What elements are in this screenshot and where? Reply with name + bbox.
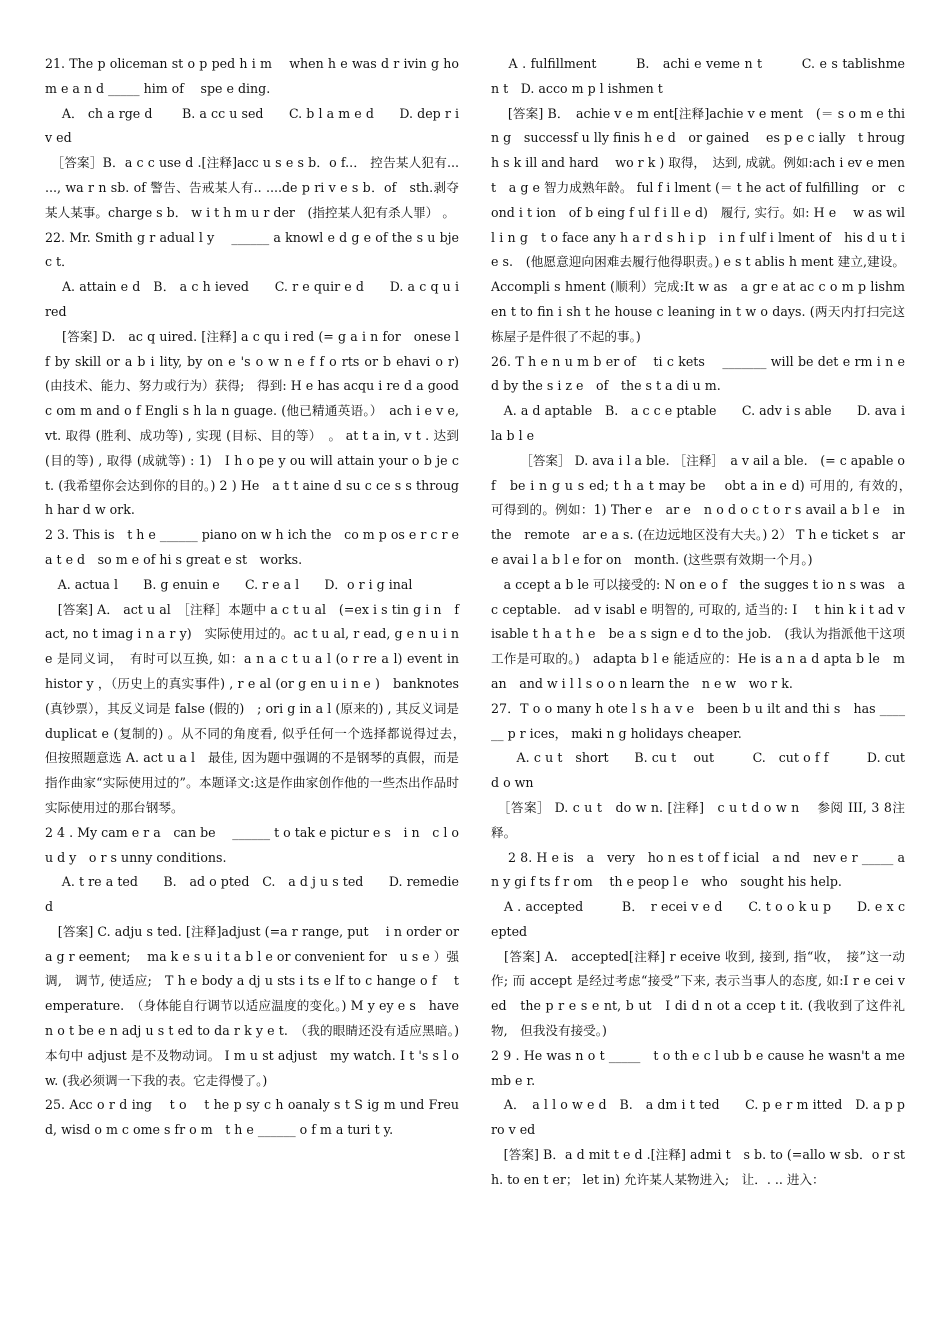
question-28-answer: [答案] A. accepted[注释] r eceive 收到, 接到, 指“收， 接”这一动作; 而 accept 是经过考虑“接受”下来, 表示当事人的态度, 如:I r e cei v ed the p r e s e nt, b ut I di d n ot a ccep t it. (我收到了这件礼物, 但我没有接受。) [491,948,905,1039]
question-25-stem: 25. Acc o r d ing t o t he p sy c h oanaly s t S ig m und Freud, wisd o m c ome s fr o m t h e ______ o f m a turi t y. [45,1097,459,1138]
question-28-stem: 2 8. H e is a very ho n es t of f icial a nd nev e r _____ an y gi f ts f r om th e peop l e who sought his help. [491,849,905,890]
question-26-stem: 26. T h e n u m b er of ti c kets _______ will be det e rm i n e d by the s i z e of the s t a di u m. [491,353,905,394]
question-23-options: A. actua l B. g enuin e C. r e a l D．o r i g inal [45,576,413,592]
question-27-stem: 27．T o o many h ote l s h a v e been b u ilt and thi s has ______ p r ices， maki n g holidays cheaper. [491,700,905,741]
question-28-options: A . accepted B． r ecei v e d C. t o o k u p D. e x c epted [491,899,905,939]
question-27-options: A. c u t short B. cu t out C. cut o f f D. cut d o wn [491,750,905,791]
question-23-stem: 2 3. This is t h e ______ piano on w h ich the co m p os e r c r e a t e d so m e of hi s great e st works. [45,527,459,567]
question-24-stem: 2 4 . My cam e r a can be ______ t o tak e pictur e s i n c l o u d y o r s unny conditions. [45,824,459,865]
question-27-answer: ［答案］ D. c u t do w n. [注释] c u t d o w n 参阅 III, 3 8注释。 [491,799,905,840]
right-column [491,52,918,1193]
question-26-answer-notes: a ccept a b le 可以接受的: N on e o f the sugges t io n s was a c ceptable. ad v isabl e 明智的, 可取的, 适当的: I t hin k i t ad v isable t h a t h e be a s sign e d to the job. (我认为指派他干这项工作是可取的。) adapta b l e 能适应的：He is a n a d apta b le m an and w i l l s o o n learn the n e w wo r k. [491,576,905,691]
question-22-answer: [答案] D. ac q uired. [注释] a c qu i red (= g a i n for onese l f by skill or a b i lity, by on e 's o w n e f f o rts or b ehavi o r) (由技术、能力、努力或行为）获得; 得到: H e has acqu i re d a good c om m and o f Engli s h la n guage. (他已精通英语。） ach i e v e, vt. 取得 (胜利、成功等) , 实现 (目标、目的等） 。 at t a in, v t . 达到 (目的等) , 取得 (成就等) : 1) I h o pe y ou will attain your o b je c t. (我希望你会达到你的目的。) 2 ) He a t t aine d su c ce s s through har d w ork. [45,328,472,518]
question-24-answer: [答案] C. adju s ted. [注释]adjust (=a r range, put i n order or a g r eement; ma k e s u i t a b l e or convenient for u s e ）强调, 调节, 使适应; T h e body a dj u sts i ts e lf to c hange o f t emperature. （身体能自行调节以适应温度的变化。) M y ey e s have n o t be e n adj u s t ed to da r k y e t. （我的眼睛还没有适应黑暗。) 本句中 adjust 是不及物动词。 I m u st adjust my watch. I t 's s l o w. (我必须调一下我的表。它走得慢了。) [45,923,472,1088]
left-column [45,52,472,1143]
question-22-options: A. attain e d B． a c h ieved C. r e quir e d D. a c q u ired [45,279,459,319]
question-29-stem: 2 9 . He was n o t _____ t o th e c l ub b e cause he wasn't a memb e r. [491,1047,905,1088]
question-21-answer: ［答案］B．a c c use d .[注释]acc u s e s b．o f..． 控告某人犯有... ..., wa r n sb. of 警告、告戒某人有.. ....de p ri v e s b．of sth.剥夺某人某事。charge s b． w i t h m u r der (指控某人犯有杀人罪） 。 [45,155,459,220]
question-24-options: A. t re a ted B. ad o pted C. a d j u s ted D. remedied [45,874,459,915]
question-26-options: A. a d aptable B. a c c e ptable C. adv i s able D. ava i la b l e [491,403,905,443]
question-25-options: A . fulfillment B. achi e veme n t C. e s tablishme n t D. acco m p l ishmen t [491,56,905,96]
question-29-answer: [答案] B．a d mit t e d .[注释] admi t s b. to (=allo w sb．o r sth. to en t er； let in) 允许某人某物进入; 让．. .. 进入： [491,1147,905,1187]
question-21-options: A． ch a rge d B. a cc u sed C. b l a m e d D. dep r i v ed [45,105,459,146]
question-23-answer: [答案] A． act u al ［注释］本题中 a c t u al (=ex i s tin g i n f act, no t imag i n a r y) 实际使用过的。ac t u al, r ead, g e n u i ne 是同义词， 有时可以互换, 如：a n a c t u a l (o r re a l) event in histor y ，（历史上的真实事件) , r e al (or g en u i n e ) banknotes (真钞票），其反义词是 false (假的) ; ori g in a l (原来的) , 其反义词是 duplicat e (复制的) 。从不同的角度看, 似乎任何一个选择都说得过去， 但按照题意选 A. act u a l 最佳, 因为题中强调的不是钢琴的真假，而是指作曲家“实际使用过的”。本题译文:这是作曲家创作他的一些杰出作品时实际使用过的那台钢琴。 [45,601,472,815]
question-22-stem: 22. Mr. Smith g r adual l y ______ a knowl e d g e of the s u bjec t． [45,229,459,270]
question-26-answer: ［答案］ D. ava i l a ble. ［注释］ a v ail a ble. (= c apable of be i n g u s ed; t h a t may be obt a in e d) 可用的, 有效的， 可得到的。例如：1) Ther e ar e n o d o c t o r s avail a b l e in the remote ar e a s. (在边远地区没有大夫。) 2） T h e ticket s are avai l a b l e for on month. (这些票有效期一个月。) [491,452,918,567]
question-21-stem: 21. The p oliceman st o p ped h i m when h e was d r ivin g ho m e a n d _____ him of spe e ding. [45,56,459,96]
question-25-answer: [答案] B． achie v e m ent[注释]achie v e ment (＝ s o m e thin g successf u lly finis h e d or gained es p e c ially t hrough s k ill and hard wo r k ) 取得， 达到, 成就。例如:ach i ev e ment a g e 智力成熟年龄。 ful f i lment (＝ t he act of fulfilling or cond i t ion of b eing f ul f i ll e d) 履行, 实行。如: H e w as will i n g t o face any h a r d s h i p i n f ulf i lment of his d u t i e s. (他愿意迎向困难去履行他得职责。) e s t ablis h ment 建立,建设。Accompli s hment (顺利）完成:It w as a gr e at ac c o m p lishmen t to fin i sh t he house c leaning in t w o days. (两天内打扫完这栋屋子是件很了不起的事。) [491,105,905,344]
question-29-options: A． a l l o w e d B. a dm i t ted C. p e r m itted D. a p pro v ed [491,1097,905,1138]
